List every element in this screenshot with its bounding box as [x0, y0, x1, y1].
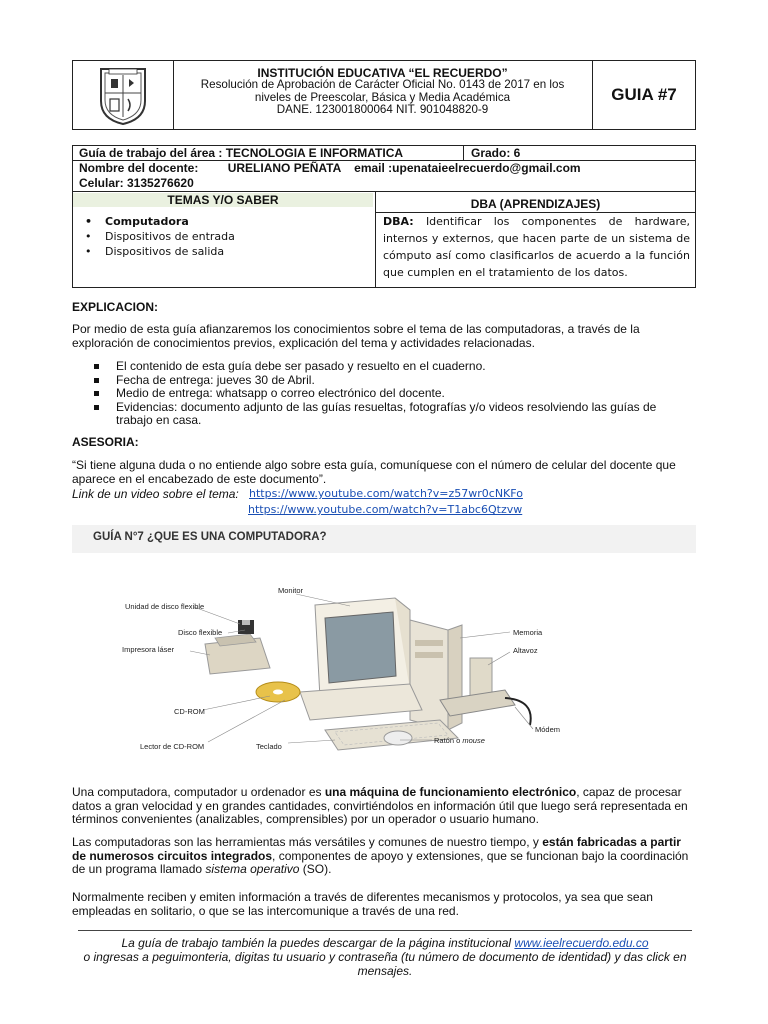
- video-link-1[interactable]: https://www.youtube.com/watch?v=z57wr0cNKFo: [249, 487, 523, 500]
- info-table: [72, 145, 696, 288]
- explicacion-title: EXPLICACION:: [72, 300, 159, 314]
- list-item: Evidencias: documento adjunto de las guías resueltas, fotografías y/o videos resolviendo las guías de trabajo en casa.: [72, 401, 696, 428]
- teacher-label: Nombre del docente:: [79, 161, 199, 175]
- explicacion-list: [72, 360, 696, 428]
- institution-url-link[interactable]: www.ieelrecuerdo.edu.co: [514, 936, 649, 950]
- temas-header: TEMAS Y/O SABER: [73, 193, 373, 207]
- header-box: [72, 60, 696, 130]
- divider: [73, 191, 695, 192]
- label-floppy: Disco flexible: [178, 628, 223, 637]
- teacher-row: [79, 161, 695, 175]
- label-monitor: Monitor: [278, 586, 304, 595]
- list-item: • Dispositivos de salida: [73, 244, 373, 259]
- paragraph-io: Normalmente reciben y emiten información a través de diferentes mecanismos y protocolos, ya sea que sean empleadas en solitario, o que se las intercomunique a través de una red.: [72, 890, 653, 918]
- resolution-line: Resolución de Aprobación de Carácter Oficial No. 0143 de 2017 en los: [200, 78, 565, 92]
- label-modem: Módem: [535, 725, 561, 734]
- guia-number: GUIA #7: [611, 85, 677, 104]
- explicacion-intro: Por medio de esta guía afianzaremos los conocimientos sobre el tema de las computadoras, a través de la exploración de conocimientos previos, explicación del tema y actividades relacionadas.: [72, 322, 640, 350]
- footer-text: La guía de trabajo también la puedes descargar de la página institucional: [121, 936, 515, 950]
- section-title: GUÍA N°7 ¿QUE ES UNA COMPUTADORA?: [93, 531, 327, 543]
- divider: [463, 146, 464, 160]
- teacher-phone: Celular: 3135276620: [79, 176, 194, 190]
- video-link-2[interactable]: https://www.youtube.com/watch?v=T1abc6Qtzvw: [248, 503, 523, 516]
- monitor-illustration: [315, 598, 410, 698]
- label-mouse: Ratón o mouse: [434, 736, 485, 745]
- dba-text-cell: [383, 213, 690, 281]
- label-memory: Memoria: [513, 628, 543, 637]
- desktop-case-illustration: [300, 684, 422, 720]
- institution-name: INSTITUCIÓN EDUCATIVA “EL RECUERDO”: [257, 66, 508, 80]
- school-shield-logo: [73, 61, 173, 129]
- grade-label: Grado: 6: [471, 146, 521, 160]
- teacher-email: email :upenataieelrecuerdo@gmail.com: [354, 161, 581, 175]
- computer-diagram: [110, 580, 570, 755]
- footer-instructions: o ingresas a peguimonteria, digitas tu usuario y contraseña (tu número de documento de identidad) y das click en mensajes.: [83, 950, 687, 978]
- list-item: Medio de entrega: whatsapp o correo electrónico del docente.: [72, 387, 696, 401]
- label-cdrom: CD-ROM: [174, 707, 205, 716]
- asesoria-quote: “Si tiene alguna duda o no entiende algo sobre esta guía, comuníquese con el número de celular del docente que aparece en el encabezado de este documento”.: [72, 458, 676, 486]
- area-label: Guía de trabajo del área : TECNOLOGIA E INFORMATICA: [79, 146, 404, 160]
- asesoria-title: ASESORIA:: [72, 435, 139, 449]
- dane-nit-line: DANE. 123001800064 NIT. 901048820-9: [276, 103, 489, 117]
- video-link-label: Link de un video sobre el tema:: [72, 487, 239, 501]
- label-speaker: Altavoz: [513, 646, 538, 655]
- list-item: Fecha de entrega: jueves 30 de Abril.: [72, 374, 696, 388]
- page-footer: [78, 930, 692, 978]
- list-item: • Computadora: [73, 214, 373, 229]
- dba-label: DBA:: [383, 215, 414, 228]
- temas-list: [73, 214, 373, 259]
- paragraph-tools: Las computadoras son las herramientas más versátiles y comunes de nuestro tiempo, y están fabricadas a partir de numerosos circuitos integrados, componentes de apoyo y extensiones, que se funcionan bajo la coordinación de un programa llamado sistema operativo (SO).: [72, 835, 689, 876]
- dba-text: Identificar los componentes de hardware, internos y externos, que hacen parte de un sistema de cómputo así como clasificarlos de acuerdo a la función que cumplen en el tratamiento de los datos.: [383, 215, 690, 279]
- label-floppy-unit: Unidad de disco flexible: [125, 602, 205, 611]
- temas-list-cell: [73, 214, 373, 259]
- divider: [375, 191, 376, 287]
- label-cdrom-reader: Lector de CD-ROM: [140, 742, 205, 751]
- levels-line: niveles de Preescolar, Básica y Media Académica: [254, 90, 511, 104]
- dba-header: DBA (APRENDIZAJES): [470, 197, 601, 211]
- list-item: • Dispositivos de entrada: [73, 229, 373, 244]
- teacher-name: URELIANO PEÑATA: [227, 161, 341, 175]
- paragraph-definition: Una computadora, computador u ordenador es una máquina de funcionamiento electrónico, capaz de procesar datos a gran velocidad y en grandes cantidades, convirtiéndolos en información útil que luego será representada en términos convenientes (analizables, comprensibles) por un operador o usuario humano.: [72, 785, 688, 826]
- header-text: [173, 61, 593, 129]
- logo-cell: [73, 61, 174, 129]
- label-printer: Impresora láser: [122, 645, 175, 654]
- list-item: El contenido de esta guía debe ser pasado y resuelto en el cuaderno.: [72, 360, 696, 374]
- label-keyboard: Teclado: [256, 742, 282, 751]
- mouse-illustration: [384, 731, 412, 745]
